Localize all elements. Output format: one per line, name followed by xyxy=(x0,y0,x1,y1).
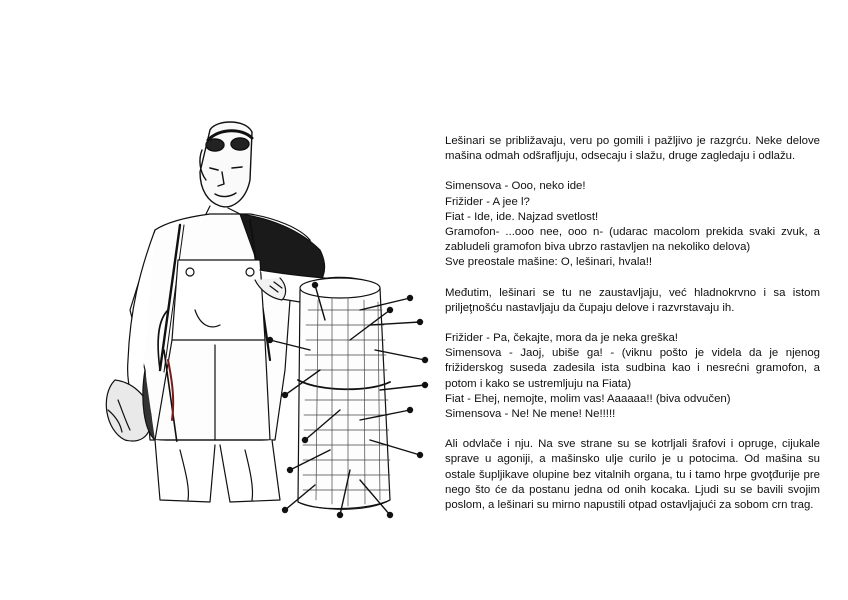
dialogue-line: Frižider - Pa, čekajte, mora da je neka greška! xyxy=(445,332,678,345)
dialogue-line: Fiat - Ide, ide. Najzad svetlost! xyxy=(445,210,599,223)
dialogue-line: Simensova - Jaoj, ubiše ga! - (viknu pošto je videla da je njenog frižiderskog suseda zadesila ista sudbina kao i nesrećni gramofon, a potom i kako se ustremljuju na Fiata) xyxy=(445,347,820,390)
dialogue-block-1 xyxy=(445,179,820,270)
dialogue-block-2 xyxy=(445,331,820,422)
dialogue-line: Gramofon- ...ooo nee, ooo n- (udarac macolom prekida svaki zvuk, a zabludeli gramofon biva ubrzo rastavljen na nekoliko delova) xyxy=(445,226,820,254)
paragraph-middle: Međutim, lešinari se tu ne zaustavljaju, već hladnokrvno i sa istom priljeţnošću nastavljaju da čupaju delove i razvrstavaju ih. xyxy=(445,286,820,314)
ink-illustration-worker-with-drum xyxy=(60,110,430,530)
dialogue-line: Frižider - A jee l? xyxy=(445,195,530,208)
paragraph-closing: Ali odvlače i nju. Na sve strane su se kotrljali šrafovi i opruge, cijukale sprave u agoniji, a mašinsko ulje curilo je u potocima. Od mašina su ostale šupljikave olupine bez vitalnih organa, tu i tamo hrpe gvoţđurije pre nego što će da postanu jedna od onih kocaka. Ljudi su se bavili svojim poslom, a lešinari su mirno napustili otpad ostavljajući za sobom crn trag. xyxy=(445,438,820,512)
spiked-washing-drum xyxy=(268,277,428,517)
worker-torso xyxy=(130,206,325,440)
dialogue-line: Fiat - Ehej, nemojte, molim vas! Aaaaaa!! (biva odvučen) xyxy=(445,392,731,405)
dialogue-line: Simensova - Ne! Ne mene! Ne!!!!! xyxy=(445,408,616,421)
worker-head xyxy=(200,122,252,207)
dialogue-line: Sve preostale mašine: O, lešinari, hvala!! xyxy=(445,256,653,269)
story-text xyxy=(445,134,820,528)
paragraph-intro: Lešinari se približavaju, veru po gomili i pažljivo je razgrću. Neke delove mašina odmah odšrafljuju, odsecaju i slažu, druge zagledaju i odlažu. xyxy=(445,135,820,163)
dialogue-line: Simensova - Ooo, neko ide! xyxy=(445,180,586,193)
